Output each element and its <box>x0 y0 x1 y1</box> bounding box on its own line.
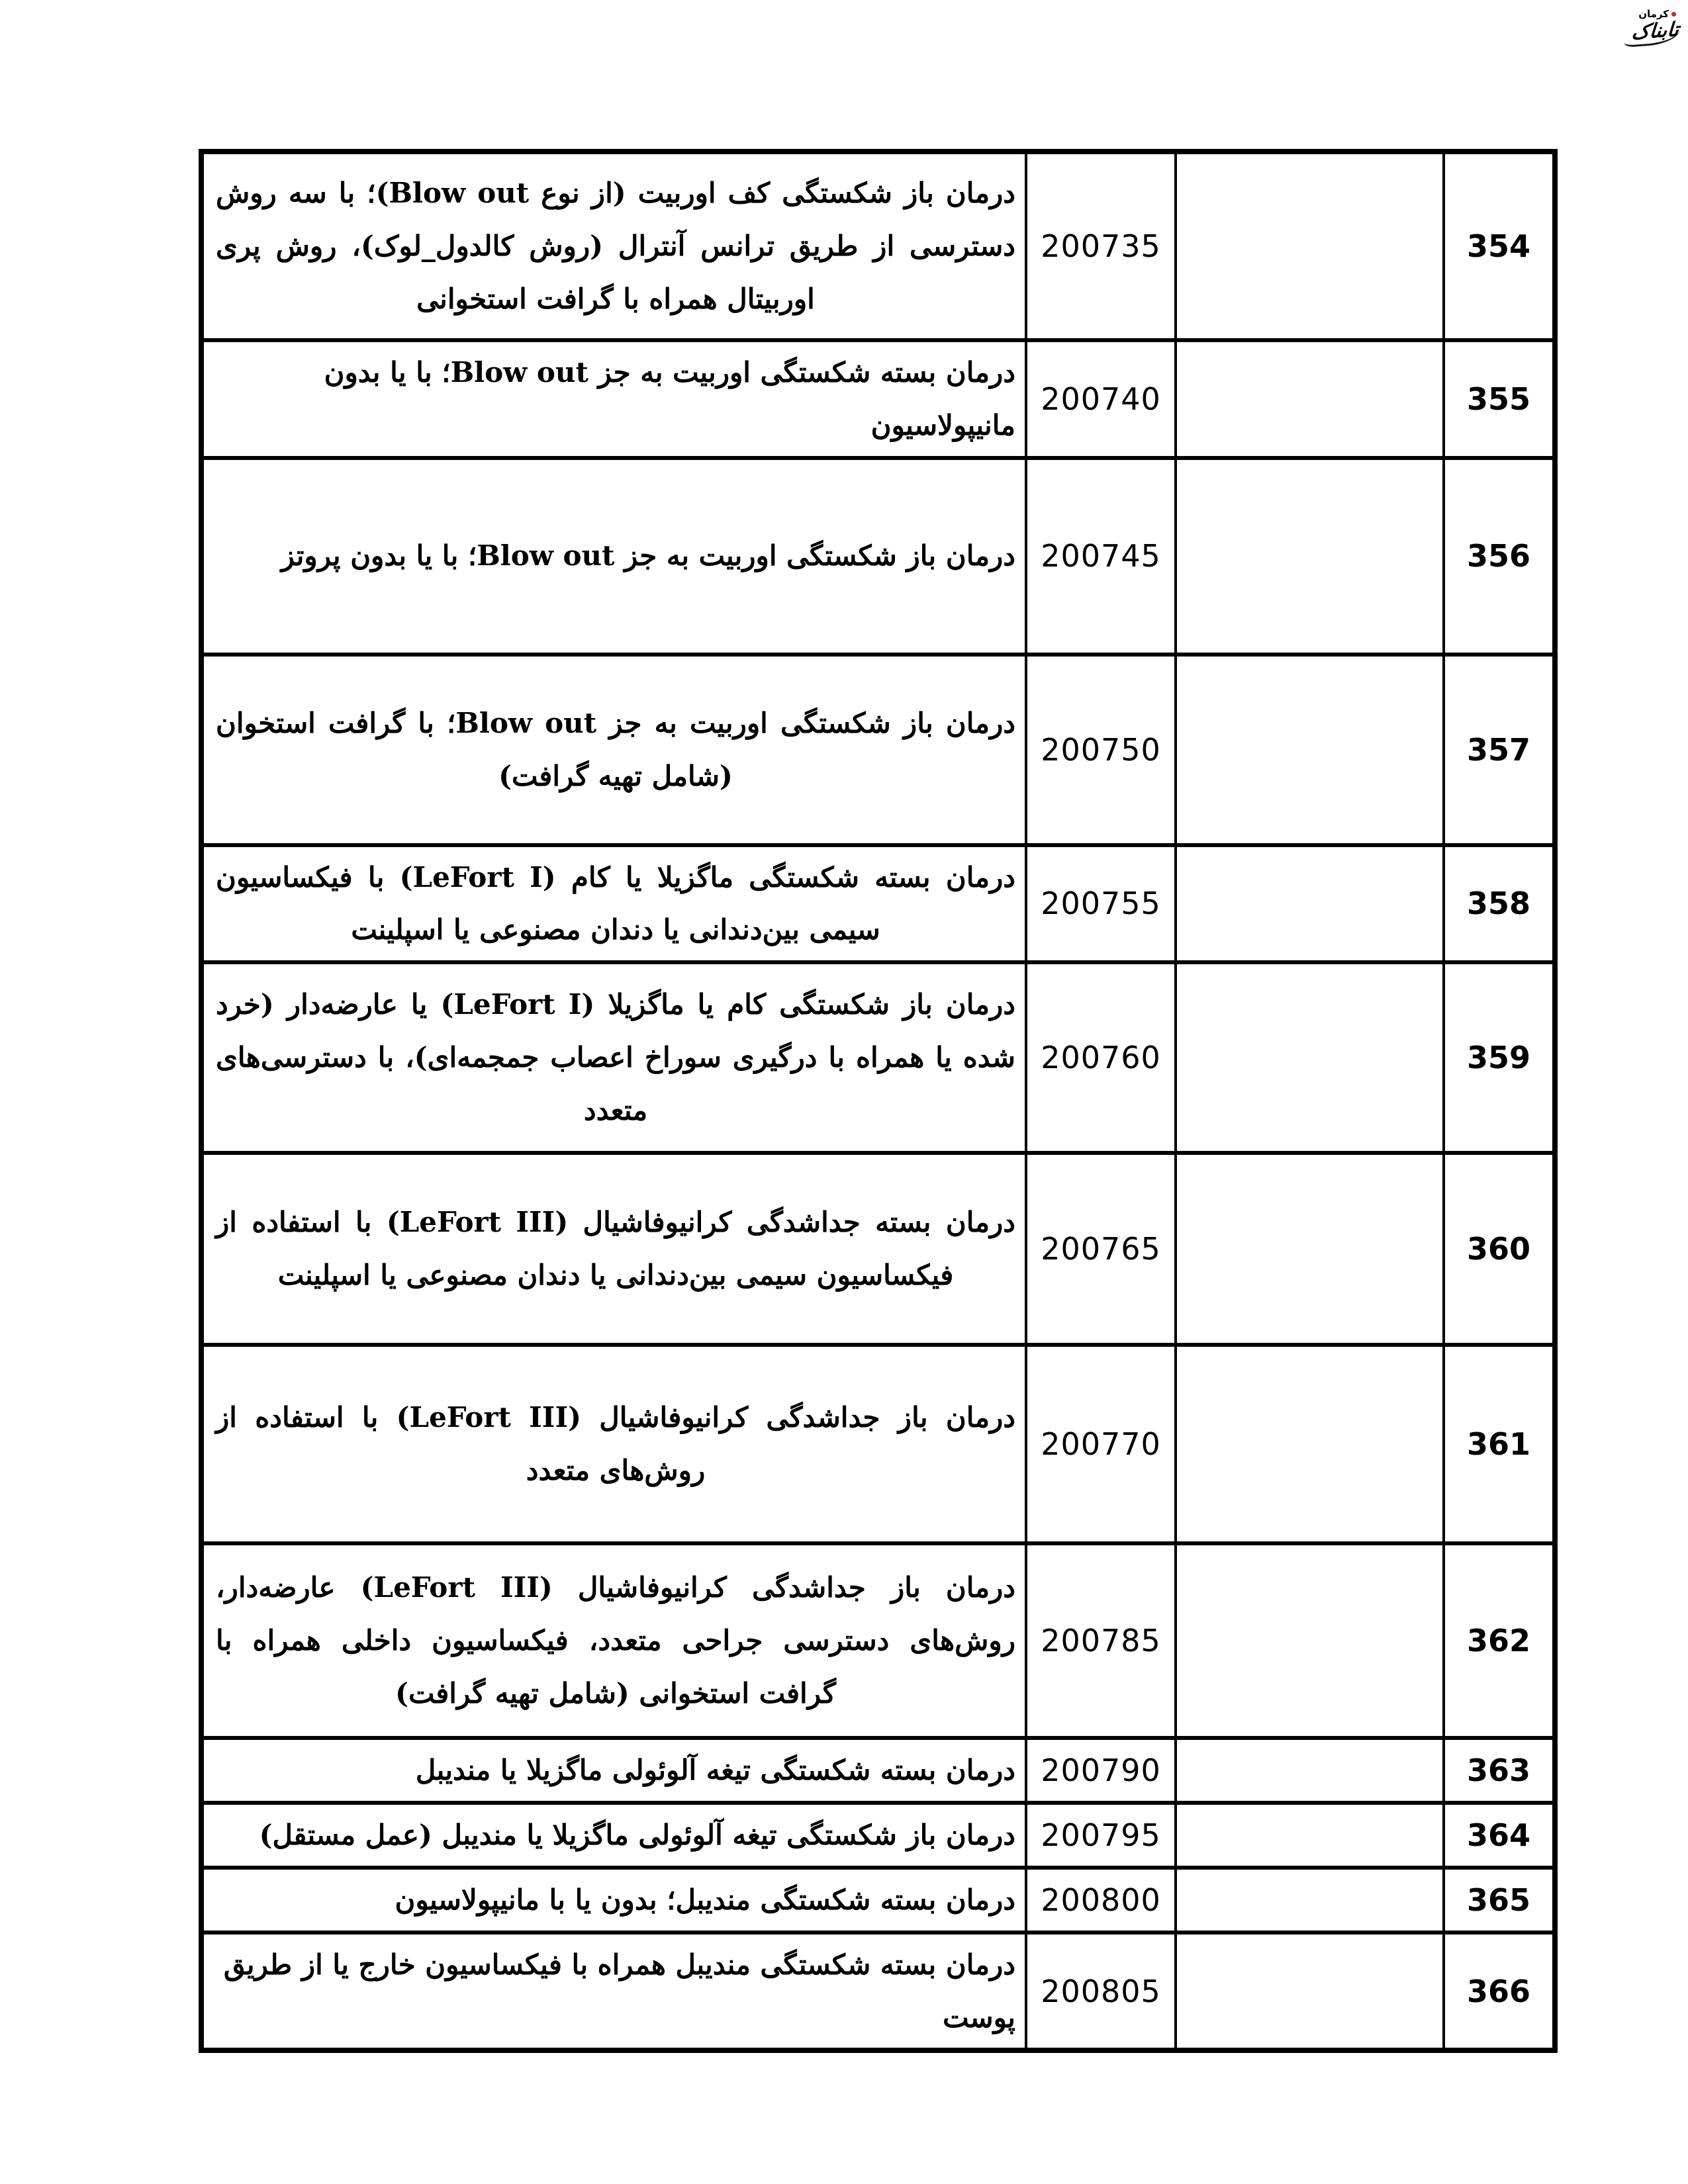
logo-red-dot-icon <box>1671 12 1676 17</box>
row-number: 366 <box>1444 1933 1555 2051</box>
tariff-table <box>199 149 1558 2053</box>
procedure-description: درمان باز شکستگی کام یا ماگزیلا (LeFort I) یا عارضه‌دار (خرد شده یا همراه با درگیری سوراخ اعصاب جمجمه‌ای)، با دسترسی‌های متعدد <box>201 962 1026 1153</box>
table-row <box>201 458 1555 655</box>
procedure-description: درمان باز شکستگی اوربیت به جز Blow out؛ با گرافت استخوان (شامل تهیه گرافت) <box>201 655 1026 845</box>
tariff-empty-cell <box>1176 458 1444 655</box>
tariff-empty-cell <box>1176 340 1444 458</box>
tariff-empty-cell <box>1176 1153 1444 1345</box>
tariff-empty-cell <box>1176 1543 1444 1738</box>
table-row <box>201 655 1555 845</box>
procedure-description: درمان باز شکستگی اوربیت به جز Blow out؛ با یا بدون پروتز <box>201 458 1026 655</box>
procedure-code: 200790 <box>1026 1738 1176 1803</box>
procedure-description: درمان باز شکستگی کف اوربیت (از نوع Blow out)؛ با سه روش دسترسی از طریق ترانس آنترال (روش کالدول_لوک)، روش پری اوربیتال همراه با گرافت استخوانی <box>201 152 1026 340</box>
row-number: 356 <box>1444 458 1555 655</box>
table-row <box>201 340 1555 458</box>
procedure-code: 200735 <box>1026 152 1176 340</box>
tariff-empty-cell <box>1176 1933 1444 2051</box>
procedure-description: درمان بسته شکستگی تیغه آلوئولی ماگزیلا یا مندیبل <box>201 1738 1026 1803</box>
row-number: 361 <box>1444 1345 1555 1543</box>
procedure-description: درمان باز جداشدگی کرانیوفاشیال (LeFort III) با استفاده از روش‌های متعدد <box>201 1345 1026 1543</box>
tariff-empty-cell <box>1176 845 1444 963</box>
row-number: 362 <box>1444 1543 1555 1738</box>
row-number: 359 <box>1444 962 1555 1153</box>
procedure-code: 200805 <box>1026 1933 1176 2051</box>
table-row <box>201 845 1555 963</box>
row-number: 355 <box>1444 340 1555 458</box>
procedure-description: درمان بسته شکستگی ماگزیلا یا کام (LeFort I) با فیکساسیون سیمی بین‌دندانی یا دندان مصنوعی یا اسپلینت <box>201 845 1026 963</box>
procedure-description: درمان بسته شکستگی مندیبل؛ بدون یا با مانیپولاسیون <box>201 1868 1026 1933</box>
procedure-description: درمان باز شکستگی تیغه آلوئولی ماگزیلا یا مندیبل (عمل مستقل) <box>201 1803 1026 1868</box>
site-logo <box>1614 9 1680 46</box>
tariff-empty-cell <box>1176 1868 1444 1933</box>
procedure-code: 200785 <box>1026 1543 1176 1738</box>
row-number: 357 <box>1444 655 1555 845</box>
tariff-empty-cell <box>1176 962 1444 1153</box>
table-row <box>201 1933 1555 2051</box>
table-row <box>201 1543 1555 1738</box>
row-number: 365 <box>1444 1868 1555 1933</box>
tariff-empty-cell <box>1176 1738 1444 1803</box>
row-number: 358 <box>1444 845 1555 963</box>
procedure-code: 200755 <box>1026 845 1176 963</box>
table-row <box>201 152 1555 340</box>
procedure-code: 200800 <box>1026 1868 1176 1933</box>
procedure-code: 200750 <box>1026 655 1176 845</box>
table-row <box>201 1803 1555 1868</box>
table-row <box>201 1345 1555 1543</box>
procedure-description: درمان بسته شکستگی مندیبل همراه با فیکساسیون خارج یا از طریق پوست <box>201 1933 1026 2051</box>
logo-title: تابناک <box>1624 20 1681 48</box>
table-row <box>201 1153 1555 1345</box>
procedure-code: 200740 <box>1026 340 1176 458</box>
row-number: 360 <box>1444 1153 1555 1345</box>
row-number: 363 <box>1444 1738 1555 1803</box>
procedure-code: 200765 <box>1026 1153 1176 1345</box>
tariff-empty-cell <box>1176 152 1444 340</box>
table-row <box>201 1738 1555 1803</box>
tariff-empty-cell <box>1176 1345 1444 1543</box>
table-row <box>201 1868 1555 1933</box>
procedure-code: 200760 <box>1026 962 1176 1153</box>
tariff-empty-cell <box>1176 655 1444 845</box>
procedure-code: 200795 <box>1026 1803 1176 1868</box>
table-row <box>201 962 1555 1153</box>
logo-subtitle: کرمان <box>1614 9 1676 19</box>
procedure-description: درمان بسته جداشدگی کرانیوفاشیال (LeFort III) با استفاده از فیکساسیون سیمی بین‌دندانی یا دندان مصنوعی یا اسپلینت <box>201 1153 1026 1345</box>
row-number: 354 <box>1444 152 1555 340</box>
procedure-code: 200770 <box>1026 1345 1176 1543</box>
procedure-description: درمان باز جداشدگی کرانیوفاشیال (LeFort III) عارضه‌دار، روش‌های دسترسی جراحی متعدد، فیکساسیون داخلی همراه با گرافت استخوانی (شامل تهیه گرافت) <box>201 1543 1026 1738</box>
procedure-code: 200745 <box>1026 458 1176 655</box>
tariff-empty-cell <box>1176 1803 1444 1868</box>
procedure-description: درمان بسته شکستگی اوربیت به جز Blow out؛ با یا بدون مانیپولاسیون <box>201 340 1026 458</box>
row-number: 364 <box>1444 1803 1555 1868</box>
